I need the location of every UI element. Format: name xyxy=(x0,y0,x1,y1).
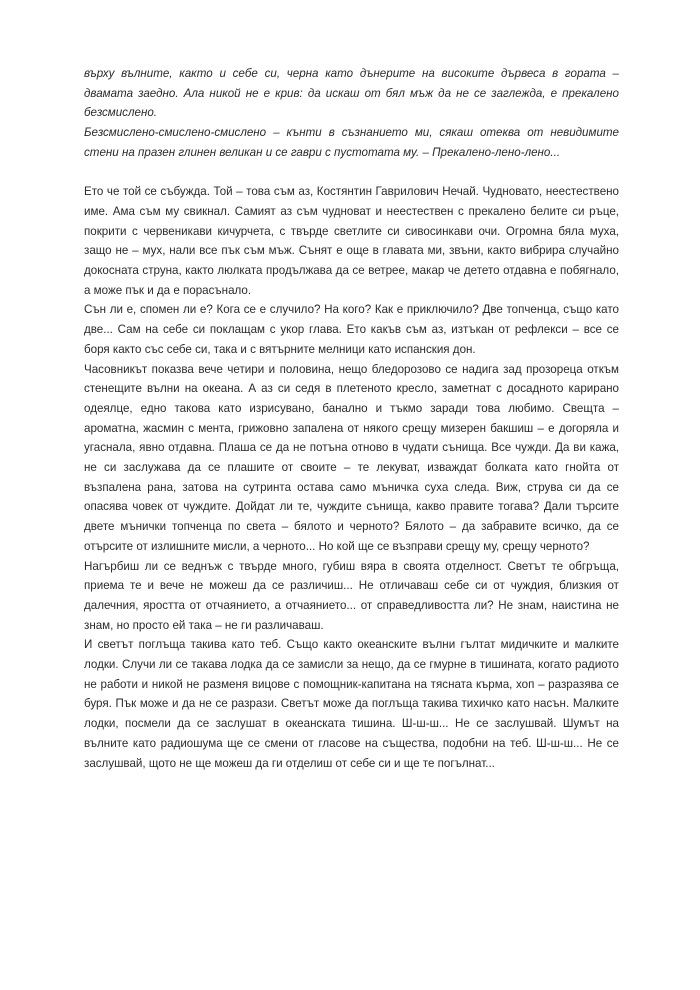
paragraph-5: И светът поглъща такива като теб. Също както океанските вълни гълтат мидичките и малките лодки. Случи ли се такава лодка да се замисли за нещо, да се гмурне в тишината, когато радиото не работи и никой не разменя вицове с помощник-капитана на тясната кърма, хоп – разразява се буря. Пък може и да не се разрази. Светът може да поглъща такива тихичко като насън. Малките лодки, посмели да се заслушат в океанската тишина. Ш-ш-ш... Не се заслушвай. Шумът на вълните като радиошума ще се смени от гласове на същества, подобни на теб. Ш-ш-ш... Не се заслушвай, щото не ще можеш да ги отделиш от себе си и ще те погълнат... xyxy=(84,638,619,770)
paragraph-gap xyxy=(84,163,619,183)
paragraph-4: Нагърбиш ли се веднъж с твърде много, губиш вяра в своята отделност. Светът те обгръща, приема те и вече не можеш да се различиш... Не отличаваш себе си от чуждия, близкия от далечния, яростта от отчаянието, а отчаянието... от справедливостта ли? Не знам, наистина не знам, но просто ей така – не ги различаваш. xyxy=(84,559,619,632)
document-page xyxy=(84,64,619,773)
paragraph-1: Ето че той се събужда. Той – това съм аз, Костянтин Гаврилович Нечай. Чудновато, неестествено име. Ама съм му свикнал. Самият аз съм чудноват и неестествен с прекалено белите си ръце, покрити с червеникави кичурчета, с твърде светлите си сивосинкави очи. Огромна бяла муха, защо не – мух, нали все пък съм мъж. Сънят е още в главата ми, звъни, както вибрира случайно докосната струна, както люлката продължава да се ветрее, макар че детето отдавна е побягнало, а може пък и да е порасънало. xyxy=(84,185,619,297)
paragraph-3: Часовникът показва вече четири и половина, нещо бледорозово се надига зад прозореца откъм стенещите вълни на океана. А аз си седя в плетеното кресло, заметнат с досадното карирано одеялце, едно такова като изрисувано, банално и тъкмо заради това любимо. Свещта – ароматна, жасмин с мента, грижовно запалена от някого срещу мизерен бакшиш – е догоряла и угаснала, явно отдавна. Плаша се да не потъна отново в чудати сънища. Все чужди. Да ви кажа, не си заслужава да се плашите от своите – те лекуват, изваждат болката като гнойта от възпалена рана, затова на сутринта остава само мъничка суха следа. Виж, струва си да се опасява човек от чуждите. Дойдат ли те, чуждите сънища, какво правите тогава? Дали търсите двете мънички топченца по света – бялото и черното? Бялото – да забравите всичко, да се отърсите от излишните мисли, а черното... Но кой ще се възправи срещу му, срещу черното? xyxy=(84,362,619,553)
italic-paragraph-1: върху вълните, както и себе си, черна като дънерите на високите дървеса в гората – двамата заедно. Ала никой не е крив: да искаш от бял мъж да не се заглежда, е прекалено безсмислено. xyxy=(84,67,619,120)
paragraph-2: Сън ли е, спомен ли е? Кога се е случило? На кого? Как е приключило? Две топченца, също като две... Сам на себе си поклащам с укор глава. Ето какъв съм аз, изтъкан от рефлекси – все се боря както със себе си, така и с вятърните мелници като испанския дон. xyxy=(84,303,619,356)
italic-paragraph-2: Безсмислено-смислено-смислено – кънти в съзнанието ми, сякаш отеква от невидимите стени на празен глинен великан и се гаври с пустотата му. – Прекалено-лено-лено... xyxy=(84,126,619,159)
